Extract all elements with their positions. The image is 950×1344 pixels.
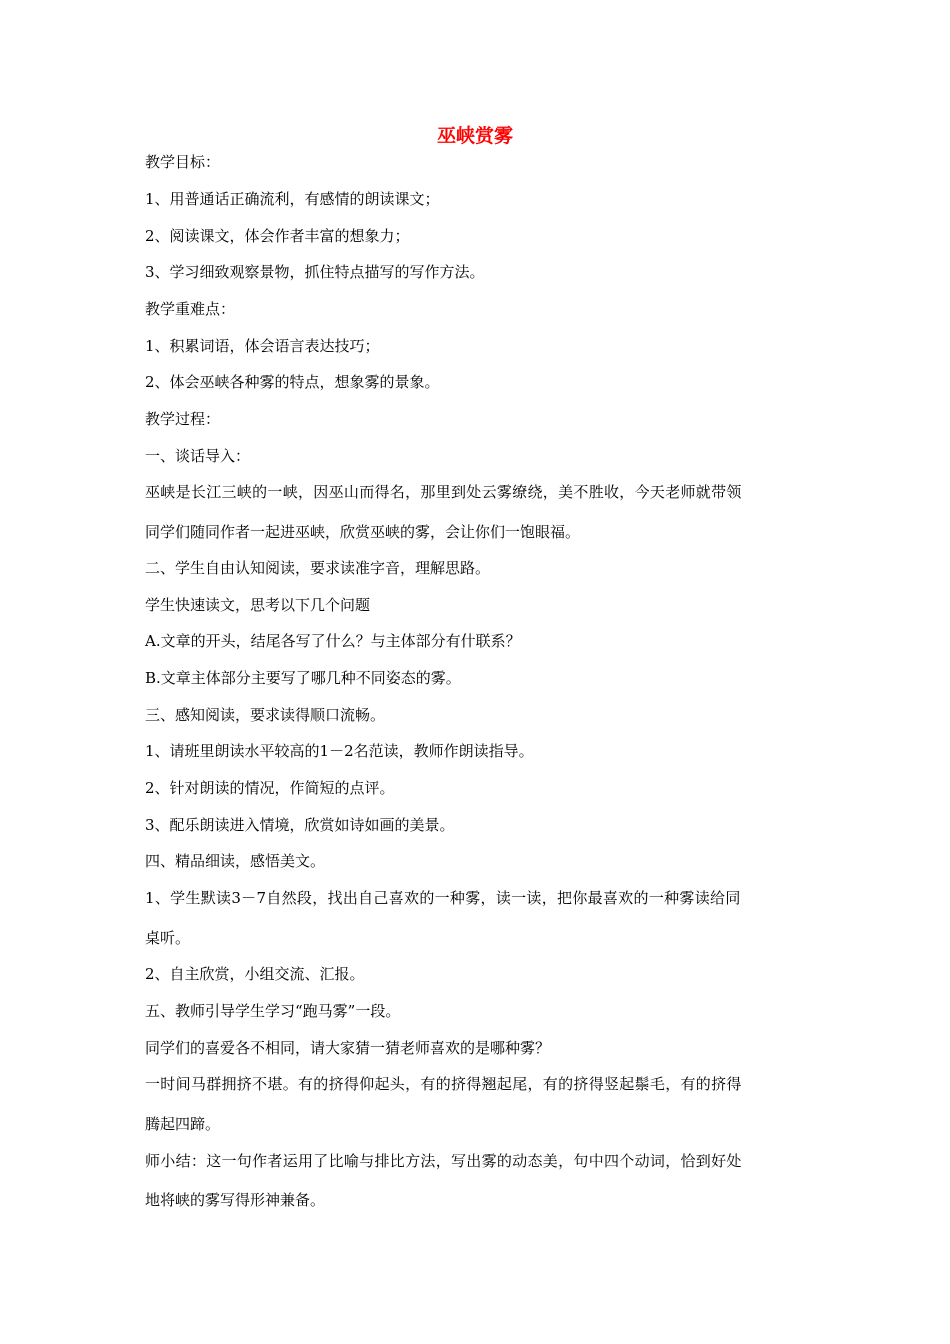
section-3-item-3: 3、配乐朗读进入情境，欣赏如诗如画的美景。 bbox=[145, 816, 455, 834]
heading-teaching-goals: 教学目标： bbox=[145, 153, 221, 171]
document-title: 巫峡赏雾 bbox=[436, 125, 513, 147]
question-a: A.文章的开头，结尾各写了什么？与主体部分有什联系？ bbox=[145, 632, 521, 650]
section-3-heading: 三、感知阅读，要求读得顺口流畅。 bbox=[145, 706, 386, 724]
section-4-item-1: 1、学生默读3－7自然段，找出自己喜欢的一种雾，读一读，把你最喜欢的一种雾读给同 bbox=[145, 889, 741, 907]
paragraph-line: 桌听。 bbox=[145, 929, 191, 947]
paragraph-line: 腾起四蹄。 bbox=[145, 1115, 221, 1133]
goal-item-1: 1、用普通话正确流利，有感情的朗读课文； bbox=[145, 190, 440, 208]
paragraph-line: 巫峡是长江三峡的一峡，因巫山而得名，那里到处云雾缭绕，美不胜收，今天老师就带领 bbox=[145, 483, 742, 501]
paragraph-line: 同学们的喜爱各不相同，请大家猜一猜老师喜欢的是哪种雾？ bbox=[145, 1039, 551, 1057]
section-4-heading: 四、精品细读，感悟美文。 bbox=[145, 852, 326, 870]
section-1-heading: 一、谈话导入： bbox=[145, 447, 251, 465]
summary-line: 地将峡的雾写得形神兼备。 bbox=[145, 1191, 326, 1209]
summary-line: 师小结：这一句作者运用了比喻与排比方法，写出雾的动态美，句中四个动词，恰到好处 bbox=[145, 1152, 742, 1170]
section-3-item-2: 2、针对朗读的情况，作简短的点评。 bbox=[145, 779, 395, 797]
section-4-item-2: 2、自主欣赏，小组交流、汇报。 bbox=[145, 965, 365, 983]
section-5-heading: 五、教师引导学生学习“跑马雾”一段。 bbox=[145, 1002, 401, 1020]
question-b: B.文章主体部分主要写了哪几种不同姿态的雾。 bbox=[145, 669, 461, 687]
section-2-heading: 二、学生自由认知阅读，要求读准字音，理解思路。 bbox=[145, 559, 491, 577]
key-point-1: 1、积累词语，体会语言表达技巧； bbox=[145, 337, 380, 355]
paragraph-line: 一时间马群拥挤不堪。有的挤得仰起头，有的挤得翘起尾，有的挤得竖起鬃毛，有的挤得 bbox=[145, 1075, 742, 1093]
heading-teaching-process: 教学过程： bbox=[145, 410, 221, 428]
key-point-2: 2、体会巫峡各种雾的特点，想象雾的景象。 bbox=[145, 373, 440, 391]
heading-key-points: 教学重难点： bbox=[145, 300, 236, 318]
paragraph-line: 学生快速读文，思考以下几个问题 bbox=[145, 596, 371, 614]
goal-item-3: 3、学习细致观察景物，抓住特点描写的写作方法。 bbox=[145, 263, 485, 281]
goal-item-2: 2、阅读课文，体会作者丰富的想象力； bbox=[145, 227, 410, 245]
section-3-item-1: 1、请班里朗读水平较高的1－2名范读，教师作朗读指导。 bbox=[145, 742, 534, 760]
paragraph-line: 同学们随同作者一起进巫峡，欣赏巫峡的雾，会让你们一饱眼福。 bbox=[145, 523, 581, 541]
